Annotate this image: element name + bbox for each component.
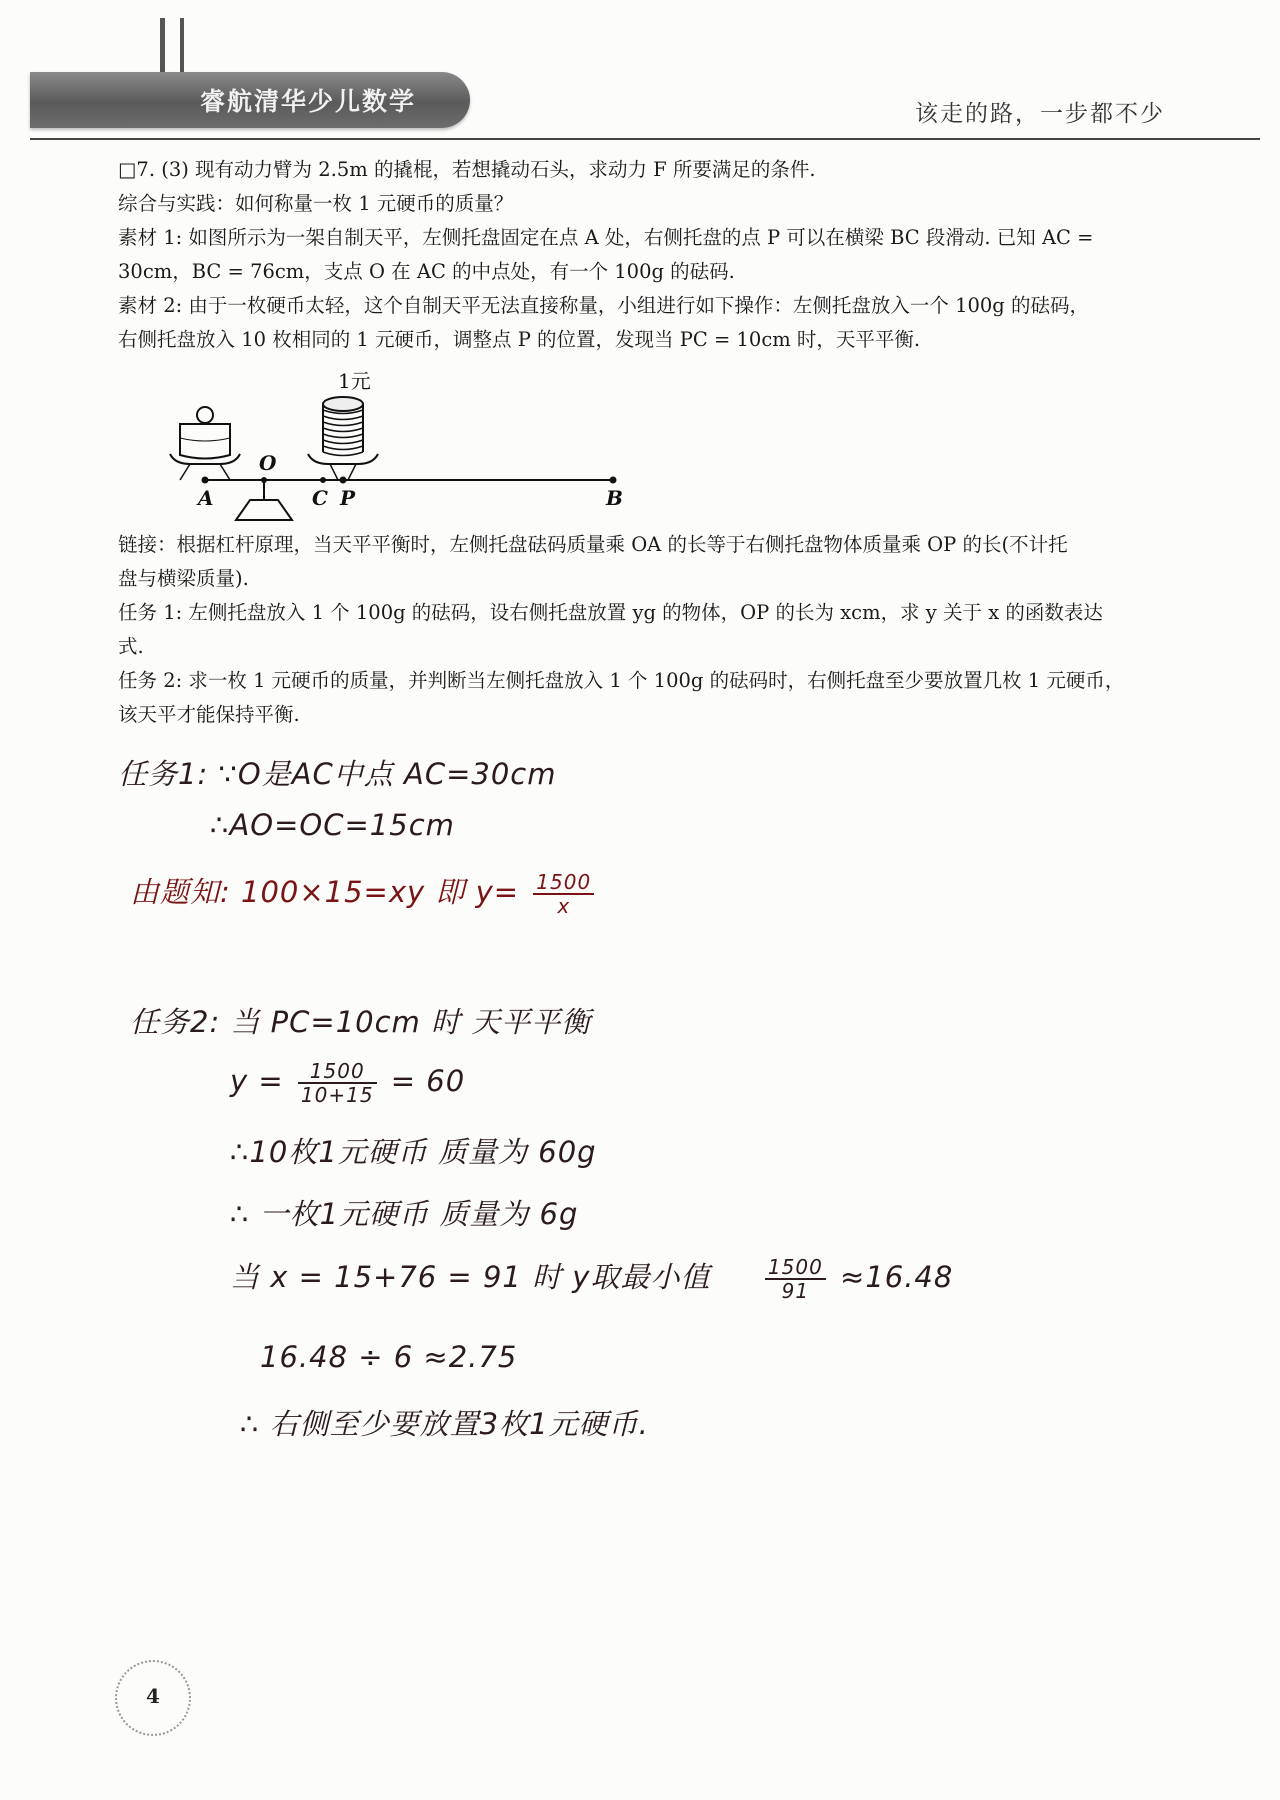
- point-p-dot: [340, 477, 347, 484]
- point-b-dot: [610, 477, 617, 484]
- link-line: 链接：根据杠杆原理，当天平平衡时，左侧托盘砝码质量乘 OA 的长等于右侧托盘物体质量乘 OP 的长(不计托: [118, 533, 1068, 556]
- header-rule: [30, 138, 1260, 140]
- page-number-badge: [115, 1660, 191, 1736]
- handwriting-line-6: ∴10枚1元硬币 质量为 60g: [230, 1135, 597, 1169]
- handwriting-line-8: [230, 1255, 953, 1302]
- topic-line: 综合与实践：如何称量一枚 1 元硬币的质量？: [118, 192, 514, 215]
- handwriting-line-4: 任务2: 当 PC=10cm 时 天平平衡: [130, 1005, 592, 1039]
- fraction-numerator: 1500: [765, 1256, 826, 1280]
- task-1-line-2: 式.: [118, 635, 144, 658]
- task-2-line: 任务 2: 求一枚 1 元硬币的质量，并判断当左侧托盘放入 1 个 100g 的砝码时，右侧托盘至少要放置几枚 1 元硬币，: [118, 669, 1125, 692]
- handwriting-line-2: ∴AO=OC=15cm: [210, 808, 455, 842]
- material-2-line-2: 右侧托盘放入 10 枚相同的 1 元硬币，调整点 P 的位置，发现当 PC = 10cm 时，天平平衡.: [118, 328, 921, 351]
- handwriting-line-7: ∴ 一枚1元硬币 质量为 6g: [230, 1197, 579, 1231]
- handwriting-line-8-suffix: ≈16.48: [840, 1260, 954, 1294]
- fulcrum-stand: [236, 480, 292, 520]
- point-a-dot: [202, 477, 209, 484]
- material-2-line: 素材 2: 由于一枚硬币太轻，这个自制天平无法直接称量，小组进行如下操作：左侧托盘放入一个 100g 的砝码，: [118, 294, 1089, 317]
- point-c-dot: [320, 477, 326, 483]
- fraction-denominator: 91: [781, 1279, 810, 1303]
- material-1-line-2: 30cm，BC = 76cm，支点 O 在 AC 的中点处，有一个 100g 的砝码.: [118, 260, 735, 283]
- fraction-1500-over-25: [298, 1060, 377, 1106]
- coin-label: 1元: [338, 369, 371, 393]
- handwriting-line-1: 任务1: ∵O是AC中点 AC=30cm: [118, 757, 557, 791]
- label-c: C: [312, 486, 328, 510]
- weight-icon: [180, 407, 230, 459]
- task-1-line: 任务 1: 左侧托盘放入 1 个 100g 的砝码，设右侧托盘放置 yg 的物体，OP 的长为 xcm，求 y 关于 x 的函数表达: [118, 601, 1103, 624]
- handwriting-line-8-text: 当 x = 15+76 = 91 时 y取最小值: [230, 1260, 711, 1294]
- fraction-denominator: x: [557, 894, 571, 918]
- fraction-1500-over-x: [533, 871, 594, 917]
- series-title: 睿航清华少儿数学: [200, 87, 417, 116]
- tasks-text: [118, 528, 1178, 732]
- fraction-numerator: 1500: [533, 871, 594, 895]
- balance-diagram: [160, 360, 680, 525]
- link-line-2: 盘与横梁质量).: [118, 567, 249, 590]
- task-2-line-2: 该天平才能保持平衡.: [118, 703, 300, 726]
- question-7-line: □7. (3) 现有动力臂为 2.5m 的撬棍，若想撬动石头，求动力 F 所要满足的条件.: [118, 158, 816, 181]
- fraction-denominator: 10+15: [300, 1083, 374, 1107]
- label-o: O: [259, 451, 277, 475]
- handwriting-line-10: ∴ 右侧至少要放置3枚1元硬币.: [240, 1407, 649, 1441]
- material-1-line: 素材 1: 如图所示为一架自制天平，左侧托盘固定在点 A 处，右侧托盘的点 P 可以在横梁 BC 段滑动. 已知 AC =: [118, 226, 1094, 249]
- handwriting-line-9: 16.48 ÷ 6 ≈2.75: [260, 1340, 518, 1374]
- label-p: P: [340, 486, 356, 510]
- handwriting-line-5-suffix: = 60: [390, 1064, 466, 1098]
- label-a: A: [198, 486, 214, 510]
- fraction-numerator: 1500: [298, 1060, 377, 1084]
- fraction-1500-over-91: [765, 1256, 826, 1302]
- handwriting-line-3: [130, 870, 598, 917]
- coin-stack-icon: [323, 397, 363, 456]
- problem-text: [118, 153, 1178, 357]
- header-motto: 该走的路，一步都不少: [915, 101, 1165, 127]
- handwriting-line-5: [230, 1060, 465, 1106]
- handwriting-line-3-text: 由题知: 100×15=xy 即 y=: [130, 875, 520, 909]
- page-number: 4: [146, 1684, 160, 1708]
- label-b: B: [606, 486, 623, 510]
- handwriting-line-5-prefix: y =: [230, 1064, 284, 1098]
- page-header: [0, 0, 1280, 150]
